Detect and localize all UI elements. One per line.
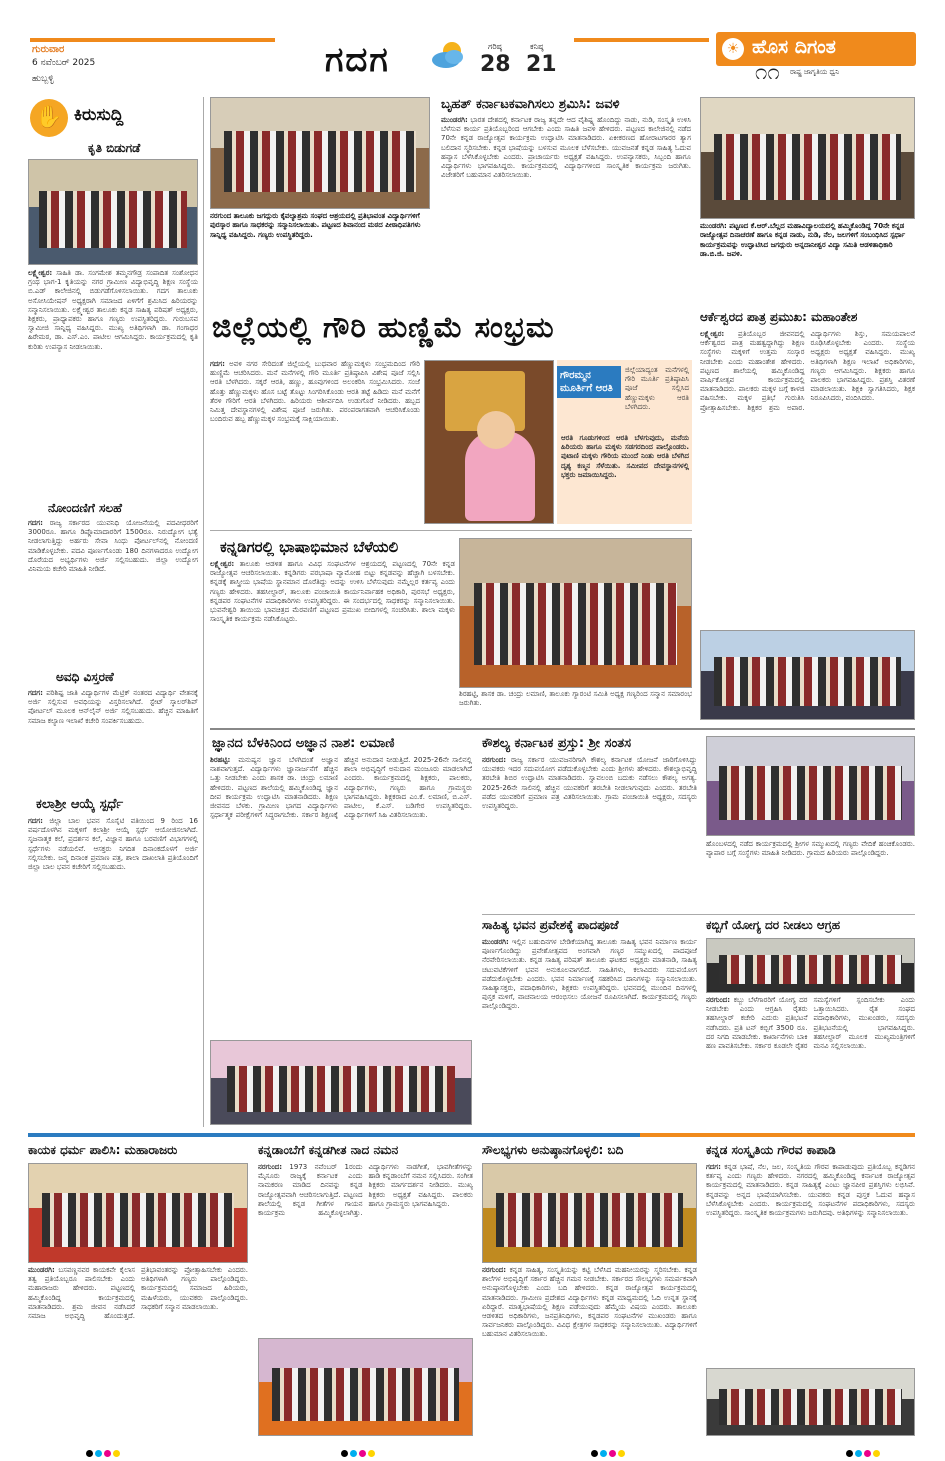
gowri-box-title: ಗೌರಮ್ಮನ ಮೂರ್ತಿಗೆ ಆರತಿ [557,366,621,398]
kannada-caption: ಶಿರಹಟ್ಟಿ, ಶಾಸಕ ಡಾ. ಚಂದ್ರು ಲಮಾಣಿ, ತಾಲೂಕು ಗ್ಯಾರಂಟಿ ಸಮಿತಿ ಅಧ್ಯಕ್ಷ ಗಣ್ಯರಿಂದ ಸನ್ಮಾನ ಸಮಾರಂಭ ಜರುಗಿತು. [459,690,692,708]
top1-caption: ನರಗುಂದ ತಾಲೂಕು ಜಗದ್ಗುರು ಕೈವಲ್ಯಾಶ್ರಮ ಸಂಘದ ಆಶ್ರಯದಲ್ಲಿ ಪ್ರತಿಭಾವಂತ ವಿದ್ಯಾರ್ಥಿಗಳಿಗೆ ಪುರಸ್ಕಾರ ಹಾಗೂ ಸಾಧಕರನ್ನು ಸನ್ಮಾನಿಸಲಾಯಿತು. ಪಟ್ಟಣದ ಶಿವಾನಂದ ಮಠದ ಪೀಠಾಧಿಪತಿಗಳು ಸಾನ್ನಿಧ್ಯ ವಹಿಸಿದ್ದರು. ಗಣ್ಯರು ಉಪಸ್ಥಿತರಿದ್ದರು. [210,212,421,239]
story3-text: ಪರಿಶಿಷ್ಟ ಜಾತಿ ವಿದ್ಯಾರ್ಥಿಗಳ ಮೆಟ್ರಿಕ್ ನಂತರದ ವಿದ್ಯಾರ್ಥಿ ವೇತನಕ್ಕೆ ಅರ್ಜಿ ಸಲ್ಲಿಸುವ ಅವಧಿಯನ್ನು ವಿಸ್ತರಿಸಲಾಗಿದೆ. ಸ್ಟೇಟ್ ಸ್ಕಾಲರ್‌ಶಿಪ್ ಪೋರ್ಟಲ್ ಮೂಲಕ ಆನ್‌ಲೈನ್ ಅರ್ಜಿ ಸಲ್ಲಿಸಬಹುದು. ಹೆಚ್ಚಿನ ಮಾಹಿತಿಗೆ ಸಮಾಜ ಕಲ್ಯಾಣ ಇಲಾಖೆ ಕಚೇರಿ ಸಂಪರ್ಕಿಸಬಹುದು. [28,689,198,725]
kannada-place: ಲಕ್ಷ್ಮೇಶ್ವರ: [210,560,235,568]
kabbu-photo [706,938,915,993]
kaushalya-text: ರಾಜ್ಯ ಸರ್ಕಾರ ಯುವಜನರಿಗಾಗಿ ಕೌಶಲ್ಯ ಕರ್ನಾಟಕ ಯೋಜನೆ ಜಾರಿಗೊಳಿಸಿದ್ದು ಯುವಕರು ಇದರ ಸದುಪಯೋಗ ಪಡೆದುಕೊಳ್ಳಬೇಕು ಎಂದು ಶ್ರೀಗಳು ಹೇಳಿದರು. ಕೌಶಲ್ಯಾಭಿವೃದ್ಧಿ ತರಬೇತಿ ಶಿಬಿರ ಉದ್ಘಾಟಿಸಿ ಮಾತನಾಡಿದರು. ಸ್ವಾವಲಂಬಿ ಬದುಕು ನಡೆಸಲು ಕೌಶಲ್ಯ ಅಗತ್ಯ. 2025-26ನೇ ಸಾಲಿನಲ್ಲಿ ಹೆಚ್ಚಿನ ಯುವಕರಿಗೆ ತರಬೇತಿ ನೀಡಲಾಗುವುದು ಎಂದರು. ತರಬೇತಿ ಪಡೆದ ಯುವಕರಿಗೆ ಪ್ರಮಾಣ ಪತ್ರ ವಿತರಿಸಲಾಯಿತು. ಗ್ರಾಮ ಪಂಚಾಯಿತಿ ಅಧ್ಯಕ್ಷರು, ಸದಸ್ಯರು ಉಪಸ್ಥಿತರಿದ್ದರು. [482,756,697,811]
sahitya-title: ಸಾಹಿತ್ಯ ಭವನ ಪ್ರವೇಶಕ್ಕೆ ಪಾದಪೂಜೆ [482,918,619,932]
min-temp-value: 21 [526,52,557,77]
story3-body [28,689,198,777]
min-temp-label: ಕನಿಷ್ಠ [530,42,544,51]
soulabhya-body [482,1266,697,1436]
kabbu-text: ಕಬ್ಬು ಬೆಳೆಗಾರರಿಗೆ ಯೋಗ್ಯ ದರ ನೀಡಬೇಕು ಎಂದು ಆಗ್ರಹಿಸಿ ರೈತರು ತಹಸೀಲ್ದಾರ್ ಕಚೇರಿ ಎದುರು ಪ್ರತಿಭಟನೆ ನಡೆಸಿದರು. ಪ್ರತಿ ಟನ್ ಕಬ್ಬಿಗೆ 3500 ರೂ. ದರ ನಿಗದಿ ಮಾಡಬೇಕು. ಕಾರ್ಖಾನೆಗಳು ಬಾಕಿ ಹಣ ಪಾವತಿಸಬೇಕು. ಸರ್ಕಾರ ಕೂಡಲೇ ರೈತರ ಸಮಸ್ಯೆಗಳಿಗೆ ಸ್ಪಂದಿಸಬೇಕು ಎಂದು ಒತ್ತಾಯಿಸಿದರು. ರೈತ ಸಂಘದ ಪದಾಧಿಕಾರಿಗಳು, ಮುಖಂಡರು, ಸದಸ್ಯರು ಪ್ರತಿಭಟನೆಯಲ್ಲಿ ಭಾಗವಹಿಸಿದ್ದರು. ತಹಸೀಲ್ದಾರ್ ಮೂಲಕ ಮುಖ್ಯಮಂತ್ರಿಗಳಿಗೆ ಮನವಿ ಸಲ್ಲಿಸಲಾಯಿತು. [706,996,915,1051]
story2-place: ಗದಗ: [28,519,43,527]
gowri-text: ಅವಳಿ ನಗರ ಸೇರಿದಂತೆ ಜಿಲ್ಲೆಯಲ್ಲಿ ಬುಧವಾರ ಹೆಣ್ಣುಮಕ್ಕಳು ಸಂಭ್ರಮದಿಂದ ಗೌರಿ ಹುಣ್ಣಿಮೆ ಆಚರಿಸಿದರು. ಮನೆ ಮನೆಗಳಲ್ಲಿ ಗೌರಿ ಮೂರ್ತಿ ಪ್ರತಿಷ್ಠಾಪಿಸಿ ವಿಶೇಷ ಪೂಜೆ ಸಲ್ಲಿಸಿ ಆರತಿ ಬೆಳಗಿದರು. ಸಕ್ಕರೆ ಆರತಿ, ಹಣ್ಣು, ಹೂವುಗಳಿಂದ ಅಲಂಕರಿಸಿ ಸಂಭ್ರಮಿಸಿದರು. ಸಂಜೆ ಹೊತ್ತು ಹೆಣ್ಣುಮಕ್ಕಳು ಹೊಸ ಬಟ್ಟೆ ತೊಟ್ಟು ಸಿಂಗರಿಸಿಕೊಂಡು ಆರತಿ ತಟ್ಟೆ ಹಿಡಿದು ಮನೆ ಮನೆಗೆ ತೆರಳಿ ಗೌರಿಗೆ ಆರತಿ ಬೆಳಗಿದರು. ಹಿರಿಯರು ಆಶೀರ್ವದಿಸಿ ಉಡುಗೊರೆ ನೀಡಿದರು. ಹಬ್ಬದ ನಿಮಿತ್ತ ದೇವಸ್ಥಾನಗಳಲ್ಲಿ ವಿಶೇಷ ಪೂಜೆ ಜರುಗಿತು. ಪರಂಪರಾಗತವಾಗಿ ಆಚರಿಸಿಕೊಂಡು ಬಂದಿರುವ ಹಬ್ಬ ಹೆಣ್ಣುಮಕ್ಕಳ ಸಂಭ್ರಮಕ್ಕೆ ಸಾಕ್ಷಿಯಾಯಿತು. [210,360,420,424]
max-temp-label: ಗರಿಷ್ಠ [488,42,502,51]
kannadambe-photo [258,1338,473,1436]
kirusuddi-column [28,97,198,1130]
gowri-box-text: ಜಿಲ್ಲೆಯಾದ್ಯಂತ ಮನೆಗಳಲ್ಲಿ ಗೌರಿ ಮೂರ್ತಿ ಪ್ರತಿಷ್ಠಾಪಿಸಿ ಪೂಜೆ ಸಲ್ಲಿಸಿದ ಹೆಣ್ಣುಮಕ್ಕಳು ಆರತಿ ಬೆಳಗಿದರು. [625,366,689,411]
kaushalya-title: ಕೌಶಲ್ಯ ಕರ್ನಾಟಕ ಪ್ರಸ್ತು: ಶ್ರೀ ಸಂತಸ [482,736,632,751]
sanskriti-body [706,1163,915,1363]
right-event-caption: ಹೊಂಬಳದಲ್ಲಿ ನಡೆದ ಕಾರ್ಯಕ್ರಮದಲ್ಲಿ ಶ್ರೀಗಳ ಸಮ್ಮುಖದಲ್ಲಿ ಗಣ್ಯರು ವೇದಿಕೆ ಹಂಚಿಕೊಂಡರು. ವ್ಯಾಪಾರ ಬಗ್ಗೆ ಸಂಸ್ಥೆಗಳು ಮಾಹಿತಿ ನೀಡಿದರು. ಗ್ರಾಮದ ಹಿರಿಯರು ಪಾಲ್ಗೊಂಡಿದ್ದರು. [706,840,915,858]
kirusuddi-header [28,97,198,139]
jnana-title: ಜ್ಞಾನದ ಬೆಳಕಿನಿಂದ ಅಜ್ಞಾನ ನಾಶ: ಲಮಾಣಿ [212,736,395,751]
story4-place: ಗದಗ: [28,817,43,825]
soulabhya-title: ಸೌಲಭ್ಯಗಳು ಅನುಷ್ಠಾನಗೊಳ್ಳಲಿ: ಬದಿ [482,1143,624,1157]
divider [482,914,915,915]
gowri-title: ಜಿಲ್ಲೆಯಲ್ಲಿ ಗೌರಿ ಹುಣ್ಣಿಮೆ ಸಂಭ್ರಮ [212,310,555,344]
gowri-body [210,360,420,530]
sanskriti-text: ಕನ್ನಡ ಭಾಷೆ, ನೆಲ, ಜಲ, ಸಂಸ್ಕೃತಿಯ ಗೌರವ ಕಾಪಾಡುವುದು ಪ್ರತಿಯೊಬ್ಬ ಕನ್ನಡಿಗನ ಕರ್ತವ್ಯ ಎಂದು ಗಣ್ಯರು ಹೇಳಿದರು. ನಗರದಲ್ಲಿ ಹಮ್ಮಿಕೊಂಡಿದ್ದ ಕರ್ನಾಟಕ ರಾಜ್ಯೋತ್ಸವ ಕಾರ್ಯಕ್ರಮದಲ್ಲಿ ಮಾತನಾಡಿದರು. ಕನ್ನಡ ಸಾಹಿತ್ಯಕ್ಕೆ ಎಂಟು ಜ್ಞಾನಪೀಠ ಪ್ರಶಸ್ತಿಗಳು ಲಭಿಸಿವೆ. ಕನ್ನಡವನ್ನು ಅನ್ನದ ಭಾಷೆಯಾಗಿಸಬೇಕು. ಯುವಕರು ಕನ್ನಡ ಪುಸ್ತಕ ಓದುವ ಹವ್ಯಾಸ ಬೆಳೆಸಿಕೊಳ್ಳಬೇಕು ಎಂದರು. ಕಾರ್ಯಕ್ರಮದಲ್ಲಿ ಸಂಘಟನೆಗಳ ಪದಾಧಿಕಾರಿಗಳು, ಸದಸ್ಯರು ಉಪಸ್ಥಿತರಿದ್ದರು. ಸಾಂಸ್ಕೃತಿಕ ಕಾರ್ಯಕ್ರಮಗಳು ಜರುಗಿದವು. ಅತಿಥಿಗಳನ್ನು ಸನ್ಮಾನಿಸಲಾಯಿತು. [706,1163,915,1218]
kaushalya-body [482,756,697,911]
story2-body [28,519,198,664]
arkeshwar-body [700,330,915,625]
story4-body [28,817,198,1029]
brand-tagline: ರಾಷ್ಟ್ರ ಜಾಗೃತಿಯ ಧ್ವನಿ [790,68,840,76]
kayaka-body [28,1266,248,1436]
soulabhya-text: ಕನ್ನಡ ಸಾಹಿತ್ಯ, ಸಂಸ್ಕೃತಿಯನ್ನು ಕಟ್ಟಿ ಬೆಳೆಸಿದ ಮಹನೀಯರನ್ನು ಸ್ಮರಿಸಬೇಕು. ಕನ್ನಡ ಶಾಲೆಗಳ ಅಭಿವೃದ್ಧಿಗೆ ಸರ್ಕಾರ ಹೆಚ್ಚಿನ ಗಮನ ನೀಡಬೇಕು. ಸರ್ಕಾರದ ಸೌಲಭ್ಯಗಳು ಸಮರ್ಪಕವಾಗಿ ಅನುಷ್ಠಾನಗೊಳ್ಳಬೇಕು ಎಂದು ಬದಿ ಹೇಳಿದರು. ಕನ್ನಡ ರಾಜ್ಯೋತ್ಸವ ಕಾರ್ಯಕ್ರಮದಲ್ಲಿ ಮಾತನಾಡಿದರು. ಗ್ರಾಮೀಣ ಪ್ರದೇಶದ ವಿದ್ಯಾರ್ಥಿಗಳು ಕನ್ನಡ ಮಾಧ್ಯಮದಲ್ಲಿ ಓದಿ ಉನ್ನತ ಸ್ಥಾನಕ್ಕೆ ಏರಿದ್ದಾರೆ. ಮಾತೃಭಾಷೆಯಲ್ಲಿ ಶಿಕ್ಷಣ ಪಡೆಯುವುದು ಹೆಮ್ಮೆಯ ವಿಷಯ ಎಂದರು. ತಾಲೂಕು ಆಡಳಿತದ ಅಧಿಕಾರಿಗಳು, ಜನಪ್ರತಿನಿಧಿಗಳು, ಕನ್ನಡಪರ ಸಂಘಟನೆಗಳ ಮುಖಂಡರು ಹಾಗೂ ಸಾರ್ವಜನಿಕರು ಪಾಲ್ಗೊಂಡಿದ್ದರು. ವಿವಿಧ ಕ್ಷೇತ್ರಗಳ ಸಾಧಕರನ್ನು ಸನ್ಮಾನಿಸಲಾಯಿತು. ವಿದ್ಯಾರ್ಥಿಗಳಿಗೆ ಬಹುಮಾನ ವಿತರಿಸಲಾಯಿತು. [482,1266,697,1339]
brand-emblem-icon: ☀ [722,38,744,60]
story1-text: ಸಾಹಿತಿ ಡಾ. ಸಂಗಮೇಶ ತಮ್ಮನಗೌಡ್ರ ಸಂಪಾದಿತ ಸಂಶೋಧನ ಗ್ರಂಥ ಭಾಗ-1 ಕೃತಿಯನ್ನು ನಗರ ಗ್ರಾಮೀಣ ವಿದ್ಯಾಭಿವೃದ್ಧಿ ಶಿಕ್ಷಣ ಸಂಸ್ಥೆಯ ಬಿ.ಎಡ್ ಕಾಲೇಜಿನಲ್ಲಿ ಬಿಡುಗಡೆಗೊಳಿಸಲಾಯಿತು. ಗದಗ ತಾಲೂಕು ಅಸೋಸಿಯೇಷನ್ ಅಧ್ಯಕ್ಷರಾಗಿ ಸಮಾಜದ ಏಳಿಗೆಗೆ ಶ್ರಮಿಸಿದ ಹಿರಿಯರನ್ನು ಸನ್ಮಾನಿಸಲಾಯಿತು. ಲಕ್ಷ್ಮೇಶ್ವರ ತಾಲೂಕು ಕನ್ನಡ ಸಾಹಿತ್ಯ ಪರಿಷತ್ ಅಧ್ಯಕ್ಷರು, ಶಿಕ್ಷಕರು, ಪ್ರಾಧ್ಯಾಪಕರು ಹಾಗೂ ಗಣ್ಯರು ಉಪಸ್ಥಿತರಿದ್ದರು. ಗುರುಬಸವ ಸ್ವಾಮೀಜಿ ಸಾನ್ನಿಧ್ಯ ವಹಿಸಿದ್ದರು. ಮುಖ್ಯ ಅತಿಥಿಗಳಾಗಿ ಡಾ. ಗಂಗಾಧರ ಹಿರೇಮಠ, ಡಾ. ಎಸ್.ಎಂ. ಪಾಟೀಲ ಆಗಮಿಸಿದ್ದರು. ಕಾರ್ಯಕ್ರಮದಲ್ಲಿ ಕೃತಿ ಕುರಿತು ಉಪನ್ಯಾಸ ನೀಡಲಾಯಿತು. [28,269,198,351]
bruhat-title: ಬೃಹತ್ ಕರ್ನಾಟಕವಾಗಿಸಲು ಶ್ರಮಿಸಿ: ಜವಳಿ [441,97,620,112]
page-number: ೧೧ [755,60,780,85]
hand-icon: ✋ [30,99,68,137]
kabbu-title: ಕಬ್ಬಿಗೆ ಯೋಗ್ಯ ದರ ನೀಡಲು ಆಗ್ರಹ [706,918,841,932]
kannadambe-title: ಕನ್ನಡಾಂಬೆಗೆ ಕನ್ನಡಗೀತ ನಾದ ನಮನ [258,1143,399,1157]
story4-title: ಕಲಾಶ್ರೀ ಆಯ್ಕೆ ಸ್ಪರ್ಧೆ [36,797,124,812]
kannada-title: ಕನ್ನಡಿಗರಲ್ಲಿ ಭಾಷಾಭಿಮಾನ ಬೆಳೆಯಲಿ [220,538,399,556]
kirusuddi-label: ಕಿರುಸುದ್ದಿ [74,105,124,125]
jnana-text: ಮನುಷ್ಯನ ಜ್ಞಾನ ಬೆಳಗಿದಂತೆ ಅಜ್ಞಾನ ನಾಶವಾಗುತ್ತದೆ. ವಿದ್ಯಾರ್ಥಿಗಳು ಜ್ಞಾನಾರ್ಜನೆಗೆ ಹೆಚ್ಚಿನ ಒತ್ತು ನೀಡಬೇಕು ಎಂದು ಶಾಸಕ ಡಾ. ಚಂದ್ರು ಲಮಾಣಿ ಹೇಳಿದರು. ಪಟ್ಟಣದ ಶಾಲೆಯಲ್ಲಿ ಹಮ್ಮಿಕೊಂಡಿದ್ದ ಜ್ಞಾನ ದೀಪ ಕಾರ್ಯಕ್ರಮ ಉದ್ಘಾಟಿಸಿ ಮಾತನಾಡಿದರು. ಶಿಕ್ಷಣ ಜೀವನದ ಬೆಳಕು. ಗ್ರಾಮೀಣ ಭಾಗದ ವಿದ್ಯಾರ್ಥಿಗಳು ಸ್ಪರ್ಧಾತ್ಮಕ ಪರೀಕ್ಷೆಗಳಿಗೆ ಸಿದ್ಧರಾಗಬೇಕು. ಸರ್ಕಾರ ಶಿಕ್ಷಣಕ್ಕೆ ಹೆಚ್ಚಿನ ಅನುದಾನ ನೀಡುತ್ತಿದೆ. 2025-26ನೇ ಸಾಲಿನಲ್ಲಿ ಶಾಲಾ ಅಭಿವೃದ್ಧಿಗೆ ಅನುದಾನ ಮಂಜೂರು ಮಾಡಲಾಗಿದೆ ಎಂದರು. ಕಾರ್ಯಕ್ರಮದಲ್ಲಿ ಶಿಕ್ಷಕರು, ಪಾಲಕರು, ವಿದ್ಯಾರ್ಥಿಗಳು, ಗಣ್ಯರು ಹಾಗೂ ಗ್ರಾಮಸ್ಥರು ಭಾಗವಹಿಸಿದ್ದರು. ಶಿಕ್ಷಕರಾದ ಎಂ.ಕೆ. ಲಮಾಣಿ, ಬಿ.ಎಸ್. ಪಾಟೀಲ, ಕೆ.ಎಸ್. ಬಡಿಗೇರ ಉಪಸ್ಥಿತರಿದ್ದರು. ವಿದ್ಯಾರ್ಥಿಗಳಿಗೆ ಸಿಹಿ ವಿತರಿಸಲಾಯಿತು. [210,756,472,820]
kannada-body [210,560,455,720]
issue-day: ಗುರುವಾರ [32,44,65,55]
story1-body [28,269,198,497]
top4-photo [700,97,915,219]
registration-dots-icon [845,1442,881,1461]
jnana-photo [210,1040,472,1125]
sahitya-body [482,938,697,1128]
gowri-infobox [557,360,692,524]
edition-title: ಗದಗ [325,40,390,80]
kannada-text: ತಾಲೂಕು ಆಡಳಿತ ಹಾಗೂ ವಿವಿಧ ಸಂಘಟನೆಗಳ ಆಶ್ರಯದಲ್ಲಿ ಪಟ್ಟಣದಲ್ಲಿ 70ನೇ ಕನ್ನಡ ರಾಜ್ಯೋತ್ಸವ ಆಚರಿಸಲಾಯಿತು. ಕನ್ನಡಿಗರು ಪರಭಾಷಾ ವ್ಯಾಮೋಹ ಬಿಟ್ಟು ಕನ್ನಡವನ್ನು ಹೆಚ್ಚಾಗಿ ಬಳಸಬೇಕು. ಕನ್ನಡಕ್ಕೆ ಶಾಸ್ತ್ರೀಯ ಭಾಷೆಯ ಸ್ಥಾನಮಾನ ದೊರೆತಿದ್ದು ಅದನ್ನು ಉಳಿಸಿ ಬೆಳೆಸುವುದು ನಮ್ಮೆಲ್ಲರ ಕರ್ತವ್ಯ ಎಂದು ಗಣ್ಯರು ಹೇಳಿದರು. ತಹಸೀಲ್ದಾರ್, ತಾಲೂಕು ಪಂಚಾಯಿತಿ ಕಾರ್ಯನಿರ್ವಾಹಕ ಅಧಿಕಾರಿ, ಪುರಸಭೆ ಅಧ್ಯಕ್ಷರು, ಕನ್ನಡಪರ ಸಂಘಟನೆಗಳ ಪದಾಧಿಕಾರಿಗಳು ಉಪಸ್ಥಿತರಿದ್ದರು. ಈ ಸಂದರ್ಭದಲ್ಲಿ ಸಾಧಕರನ್ನು ಸನ್ಮಾನಿಸಲಾಯಿತು. ಭುವನೇಶ್ವರಿ ತಾಯಿಯ ಭಾವಚಿತ್ರದ ಮೆರವಣಿಗೆ ಪಟ್ಟಣದ ಪ್ರಮುಖ ಬೀದಿಗಳಲ್ಲಿ ಸಂಚರಿಸಿತು. ಶಾಲಾ ಮಕ್ಕಳು ಸಾಂಸ್ಕೃತಿಕ ಕಾರ್ಯಕ್ರಮ ನಡೆಸಿಕೊಟ್ಟರು. [210,560,455,624]
right-event-photo [706,736,915,836]
kannada-photo [459,538,692,688]
jnana-place: ಶಿರಹಟ್ಟಿ: [210,756,231,764]
soulabhya-place: ನರಗುಂದ: [482,1266,507,1274]
sanskriti-title: ಕನ್ನಡ ಸಂಸ್ಕೃತಿಯ ಗೌರವ ಕಾಪಾಡಿ [706,1143,836,1157]
kayaka-place: ಮುಂಡರಗಿ: [28,1266,55,1274]
story3-place: ಗದಗ: [28,689,43,697]
kayaka-title: ಕಾಯಕ ಧರ್ಮ ಪಾಲಿಸಿ: ಮಹಾರಾಜರು [28,1143,178,1157]
issue-city: ಹುಬ್ಬಳ್ಳಿ [32,74,54,84]
bottom-band-rule-orange [640,1133,915,1137]
kaushalya-place: ನರಗುಂದ: [482,756,507,764]
kannadambe-place: ನರಗುಂದ: [258,1163,283,1171]
story3-title: ಅವಧಿ ವಿಸ್ತರಣೆ [56,670,114,684]
arkeshwar-text: ಪ್ರತಿಯೊಬ್ಬರ ಜೀವನದಲ್ಲಿ ಆರ್ಕೆಶ್ವರದ ಪಾತ್ರ ಮಹತ್ವದ್ದಾಗಿದ್ದು ಶಿಕ್ಷಣ ಸಂಸ್ಥೆಗಳು ಮಕ್ಕಳಿಗೆ ಉತ್ತಮ ಸಂಸ್ಕಾರ ನೀಡಬೇಕು ಎಂದು ಮಹಾಂತೇಶ ಹೇಳಿದರು. ಪಟ್ಟಣದ ಶಾಲೆಯಲ್ಲಿ ಹಮ್ಮಿಕೊಂಡಿದ್ದ ವಾರ್ಷಿಕೋತ್ಸವ ಕಾರ್ಯಕ್ರಮದಲ್ಲಿ ಮಾತನಾಡಿದರು. ಪಾಲಕರು ಮಕ್ಕಳ ಬಗ್ಗೆ ಕಾಳಜಿ ವಹಿಸಬೇಕು. ಮಕ್ಕಳ ಪ್ರತಿಭೆ ಗುರುತಿಸಿ ಪ್ರೋತ್ಸಾಹಿಸಬೇಕು. ಶಿಕ್ಷಕರ ಶ್ರಮ ಅಪಾರ. ವಿದ್ಯಾರ್ಥಿಗಳು ಶಿಸ್ತು, ಸಮಯಪಾಲನೆ ರೂಢಿಸಿಕೊಳ್ಳಬೇಕು ಎಂದರು. ಸಂಸ್ಥೆಯ ಅಧ್ಯಕ್ಷರು ಅಧ್ಯಕ್ಷತೆ ವಹಿಸಿದ್ದರು. ಮುಖ್ಯ ಅತಿಥಿಗಳಾಗಿ ಶಿಕ್ಷಣ ಇಲಾಖೆ ಅಧಿಕಾರಿಗಳು, ಗಣ್ಯರು ಆಗಮಿಸಿದ್ದರು. ಶಿಕ್ಷಕರು ಹಾಗೂ ಪಾಲಕರು ಭಾಗವಹಿಸಿದ್ದರು. ಪ್ರಶಸ್ತಿ ವಿತರಣೆ ಮಾಡಲಾಯಿತು. ಶಿಕ್ಷಕಿ ಸ್ವಾಗತಿಸಿದರು, ಶಿಕ್ಷಕ ನಿರೂಪಿಸಿದರು, ವಂದಿಸಿದರು. [700,330,915,412]
bruhat-body [441,116,691,306]
divider [210,530,692,531]
gowri-box-text2: ಆರತಿ ಗೂಡುಗಳಿಂದ ಆರತಿ ಬೆಳಗುವುದು, ಮನೆಯ ಹಿರಿಯರು ಹಾಗೂ ಮಕ್ಕಳು ಸಡಗರದಿಂದ ಪಾಲ್ಗೊಂಡರು. ಪುಟಾಣಿ ಮಕ್ಕಳು ಗೌರಿಯ ಮುಂದೆ ನಿಂತು ಆರತಿ ಬೆಳಗಿದ ದೃಶ್ಯ ಕಣ್ಮನ ಸೆಳೆಯಿತು. ಸಮೀಪದ ದೇವಸ್ಥಾನಗಳಲ್ಲಿ ಭಕ್ತರು ಜಮಾಯಿಸಿದ್ದರು. [561,434,689,479]
arkeshwar-title: ಆರ್ಕೆಶ್ವರದ ಪಾತ್ರ ಪ್ರಮುಖ: ಮಹಾಂತೇಶ [700,310,858,324]
brand-name: ಹೊಸ ದಿಗಂತ [752,36,836,58]
jnana-body [210,756,472,1036]
sanskriti-photo [706,1368,915,1436]
top1-photo [210,97,430,209]
kannadambe-body [258,1163,473,1333]
kabbu-place: ನರಗುಂದ: [706,996,731,1004]
sahitya-text: ಇಲ್ಲಿನ ಬಹುದಿನಗಳ ಬೇಡಿಕೆಯಾಗಿದ್ದ ತಾಲೂಕು ಸಾಹಿತ್ಯ ಭವನ ನಿರ್ಮಾಣ ಕಾರ್ಯ ಪೂರ್ಣಗೊಂಡಿದ್ದು ಪ್ರವೇಶೋತ್ಸವದ ಅಂಗವಾಗಿ ಗಣ್ಯರ ಸಮ್ಮುಖದಲ್ಲಿ ಪಾದಪೂಜೆ ನೆರವೇರಿಸಲಾಯಿತು. ಕನ್ನಡ ಸಾಹಿತ್ಯ ಪರಿಷತ್ ತಾಲೂಕು ಘಟಕದ ಅಧ್ಯಕ್ಷರು ಮಾತನಾಡಿ, ಸಾಹಿತ್ಯ ಚಟುವಟಿಕೆಗಳಿಗೆ ಭವನ ಅನುಕೂಲವಾಗಲಿದೆ. ಸಾಹಿತಿಗಳು, ಕಲಾವಿದರು ಸದುಪಯೋಗ ಪಡೆದುಕೊಳ್ಳಬೇಕು ಎಂದರು. ಭವನ ನಿರ್ಮಾಣಕ್ಕೆ ಸಹಕರಿಸಿದ ದಾನಿಗಳನ್ನು ಸನ್ಮಾನಿಸಲಾಯಿತು. ಸಾಹಿತ್ಯಾಸಕ್ತರು, ಪದಾಧಿಕಾರಿಗಳು, ಶಿಕ್ಷಕರು ಉಪಸ್ಥಿತರಿದ್ದರು. ಭವನದಲ್ಲಿ ಮುಂದಿನ ದಿನಗಳಲ್ಲಿ ಪುಸ್ತಕ ಮಳಿಗೆ, ವಾಚನಾಲಯ ಆರಂಭಿಸಲು ಯೋಜನೆ ರೂಪಿಸಲಾಗಿದೆ. ಕಾರ್ಯಕ್ರಮದಲ್ಲಿ ಗಣ್ಯರು ಪಾಲ್ಗೊಂಡಿದ್ದರು. [482,938,697,1011]
registration-dots-icon [340,1442,376,1461]
weather-icon [428,38,468,72]
print-marks [0,1440,945,1454]
kannadambe-text: 1973 ನವೆಂಬರ್ 1ರಂದು ಮೈಸೂರು ರಾಜ್ಯಕ್ಕೆ ಕರ್ನಾಟಕ ಎಂದು ನಾಮಕರಣ ಮಾಡಿದ ದಿನವನ್ನು ಕನ್ನಡ ರಾಜ್ಯೋತ್ಸವವಾಗಿ ಆಚರಿಸಲಾಗುತ್ತಿದೆ. ಪಟ್ಟಣದ ಶಾಲೆಯಲ್ಲಿ ಕನ್ನಡ ಗೀತೆಗಳ ಗಾಯನ ಕಾರ್ಯಕ್ರಮ ಹಮ್ಮಿಕೊಳ್ಳಲಾಗಿತ್ತು. ವಿದ್ಯಾರ್ಥಿಗಳು ನಾಡಗೀತೆ, ಭಾವಗೀತೆಗಳನ್ನು ಹಾಡಿ ಕನ್ನಡಾಂಬೆಗೆ ನಮನ ಸಲ್ಲಿಸಿದರು. ಸಂಗೀತ ಶಿಕ್ಷಕರು ಮಾರ್ಗದರ್ಶನ ನೀಡಿದರು. ಮುಖ್ಯ ಶಿಕ್ಷಕರು ಅಧ್ಯಕ್ಷತೆ ವಹಿಸಿದ್ದರು. ಪಾಲಕರು ಹಾಗೂ ಗ್ರಾಮಸ್ಥರು ಭಾಗವಹಿಸಿದ್ದರು. [258,1163,473,1218]
bruhat-place: ಮುಂಡರಗಿ: [441,116,468,124]
bruhat-text: ಭಾರತ ದೇಶದಲ್ಲಿ ಕರ್ನಾಟಕ ರಾಜ್ಯ ತನ್ನದೇ ಆದ ವೈಶಿಷ್ಟ್ಯ ಹೊಂದಿದ್ದು ನಾಡು, ನುಡಿ, ಸಂಸ್ಕೃತಿ ಉಳಿಸಿ ಬೆಳೆಸುವ ಕಾರ್ಯ ಪ್ರತಿಯೊಬ್ಬರಿಂದ ಆಗಬೇಕು ಎಂದು ಸಾಹಿತಿ ಜವಳಿ ಹೇಳಿದರು. ಪಟ್ಟಣದ ಕಾಲೇಜಿನಲ್ಲಿ ನಡೆದ 70ನೇ ಕನ್ನಡ ರಾಜ್ಯೋತ್ಸವ ಕಾರ್ಯಕ್ರಮ ಉದ್ಘಾಟಿಸಿ ಮಾತನಾಡಿದರು. ಏಕೀಕರಣದ ಹೋರಾಟಗಾರರ ತ್ಯಾಗ ಬಲಿದಾನ ಸ್ಮರಿಸಬೇಕು. ಕನ್ನಡ ಭಾಷೆಯನ್ನು ಬಳಸುವ ಮೂಲಕ ಬೆಳೆಸಬೇಕು. ಯುವಜನತೆ ಕನ್ನಡ ಸಾಹಿತ್ಯ ಓದುವ ಹವ್ಯಾಸ ಬೆಳೆಸಿಕೊಳ್ಳಬೇಕು ಎಂದರು. ಪ್ರಾಚಾರ್ಯರು ಅಧ್ಯಕ್ಷತೆ ವಹಿಸಿದ್ದರು. ಉಪನ್ಯಾಸಕರು, ಸಿಬ್ಬಂದಿ ಹಾಗೂ ವಿದ್ಯಾರ್ಥಿಗಳು ಭಾಗವಹಿಸಿದ್ದರು. ಕಾರ್ಯಕ್ರಮದಲ್ಲಿ ವಿದ್ಯಾರ್ಥಿಗಳಿಂದ ಸಾಂಸ್ಕೃತಿಕ ಕಾರ್ಯಕ್ರಮ ಜರುಗಿತು. ವಿಜೇತರಿಗೆ ಬಹುಮಾನ ವಿತರಿಸಲಾಯಿತು. [441,116,691,180]
kayaka-photo [28,1163,248,1263]
top4-caption: ಮುಂಡರಗಿ: ಪಟ್ಟಣದ ಕೆ.ಆರ್.ಬೆಲ್ಲದ ಮಹಾವಿದ್ಯಾಲಯದಲ್ಲಿ ಹಮ್ಮಿಕೊಂಡಿದ್ದ 70ನೇ ಕನ್ನಡ ರಾಜ್ಯೋತ್ಸವ ದಿನಾಚರಣೆ ಹಾಗೂ ಕನ್ನಡ ನಾಡು, ನುಡಿ, ನೆಲ, ಜಲಗಳಿಗೆ ಸಂಬಂಧಿಸಿದ ಸ್ಪರ್ಧಾ ಕಾರ್ಯಕ್ರಮವನ್ನು ಉದ್ಘಾಟಿಸಿದ ಜಗದ್ಗುರು ಅನ್ನದಾನೀಶ್ವರ ವಿದ್ಯಾ ಸಮಿತಿ ಆಡಳಿತಾಧಿಕಾರಿ ಡಾ.ಬಿ.ಜಿ. ಜವಳಿ. [700,222,906,259]
story4-text: ಜಿಲ್ಲಾ ಬಾಲ ಭವನ ಸೊಸೈಟಿ ವತಿಯಿಂದ 9 ರಿಂದ 16 ವರ್ಷದೊಳಗಿನ ಮಕ್ಕಳಿಗೆ ಕಲಾಶ್ರೀ ಆಯ್ಕೆ ಸ್ಪರ್ಧೆ ಆಯೋಜಿಸಲಾಗಿದೆ. ಸೃಜನಾತ್ಮಕ ಕಲೆ, ಪ್ರದರ್ಶನ ಕಲೆ, ವಿಜ್ಞಾನ ಹಾಗೂ ಬರವಣಿಗೆ ವಿಭಾಗಗಳಲ್ಲಿ ಸ್ಪರ್ಧೆಗಳು ನಡೆಯಲಿವೆ. ಆಸಕ್ತರು ನಿಗದಿತ ದಿನಾಂಕದೊಳಗೆ ಅರ್ಜಿ ಸಲ್ಲಿಸಬೇಕು. ಜನ್ಮ ದಿನಾಂಕ ಪ್ರಮಾಣ ಪತ್ರ, ಶಾಲಾ ದಾಖಲಾತಿ ಪ್ರತಿಯೊಂದಿಗೆ ಜಿಲ್ಲಾ ಬಾಲ ಭವನ ಕಚೇರಿಗೆ ಸಲ್ಲಿಸಬಹುದು. [28,817,198,872]
gowri-photo [424,360,554,524]
issue-date: 6 ನವೆಂಬರ್ 2025 [32,58,96,68]
sanskriti-place: ಗದಗ: [706,1163,721,1171]
arkeshwar-place: ಲಕ್ಷ್ಮೇಶ್ವರ: [700,330,725,338]
story1-place: ಲಕ್ಷ್ಮೇಶ್ವರ: [28,269,53,277]
section-divider [210,728,915,730]
column-divider [203,97,204,1127]
top-orange-bar-right [574,38,709,42]
kayaka-text: ಬಸವಣ್ಣನವರ ಕಾಯಕವೇ ಕೈಲಾಸ ತತ್ವ ಪ್ರತಿಯೊಬ್ಬರೂ ಪಾಲಿಸಬೇಕು ಎಂದು ಮಹಾರಾಜರು ಹೇಳಿದರು. ಪಟ್ಟಣದಲ್ಲಿ ಹಮ್ಮಿಕೊಂಡಿದ್ದ ಕಾರ್ಯಕ್ರಮದಲ್ಲಿ ಮಾತನಾಡಿದರು. ಶ್ರಮ ಜೀವನ ನಡೆಸಿದರೆ ಸಮಾಜ ಅಭಿವೃದ್ಧಿ ಹೊಂದುತ್ತದೆ. ಪ್ರತಿಭಾವಂತರನ್ನು ಪ್ರೋತ್ಸಾಹಿಸಬೇಕು ಎಂದರು. ಅತಿಥಿಗಳಾಗಿ ಗಣ್ಯರು ಪಾಲ್ಗೊಂಡಿದ್ದರು. ಕಾರ್ಯಕ್ರಮದಲ್ಲಿ ಸಮಾಜದ ಹಿರಿಯರು, ಮಹಿಳೆಯರು, ಯುವಕರು ಪಾಲ್ಗೊಂಡಿದ್ದರು. ಸಾಧಕರಿಗೆ ಸನ್ಮಾನ ಮಾಡಲಾಯಿತು. [28,1266,248,1321]
kabbu-body [706,996,915,1128]
arkeshwar-photo [700,630,915,720]
story2-text: ರಾಜ್ಯ ಸರ್ಕಾರದ ಯುವನಿಧಿ ಯೋಜನೆಯಲ್ಲಿ ಪದವೀಧರರಿಗೆ 3000ರೂ. ಹಾಗೂ ಡಿಪ್ಲೊಮಾದಾರರಿಗೆ 1500ರೂ. ನಿರುದ್ಯೋಗ ಭತ್ಯೆ ನೀಡಲಾಗುತ್ತಿದ್ದು ಅರ್ಹರು ಸೇವಾ ಸಿಂಧು ಪೋರ್ಟಲ್‌ನಲ್ಲಿ ನೋಂದಣಿ ಮಾಡಿಕೊಳ್ಳಬೇಕು. ಪದವಿ ಪೂರ್ಣಗೊಂಡು 180 ದಿನಗಳಾದರೂ ಉದ್ಯೋಗ ದೊರೆಯದ ಅಭ್ಯರ್ಥಿಗಳು ಅರ್ಜಿ ಸಲ್ಲಿಸಬಹುದು. ಜಿಲ್ಲಾ ಉದ್ಯೋಗ ವಿನಿಮಯ ಕಚೇರಿ ಮಾಹಿತಿ ನೀಡಿದೆ. [28,519,198,574]
story2-title: ನೋಂದಣಿಗೆ ಸಲಹೆ [48,501,122,515]
gowri-place: ಗದಗ: [210,360,225,368]
story1-title: ಕೃತಿ ಬಿಡುಗಡೆ [88,141,141,155]
brand-logo [716,32,916,66]
soulabhya-photo [482,1163,697,1263]
story1-photo [28,159,198,265]
max-temp-value: 28 [480,52,511,77]
registration-dots-icon [590,1442,626,1461]
registration-dots-icon [85,1442,121,1461]
top-orange-bar [30,38,275,42]
masthead [0,0,945,92]
sahitya-place: ಮುಂಡರಗಿ: [482,938,509,946]
